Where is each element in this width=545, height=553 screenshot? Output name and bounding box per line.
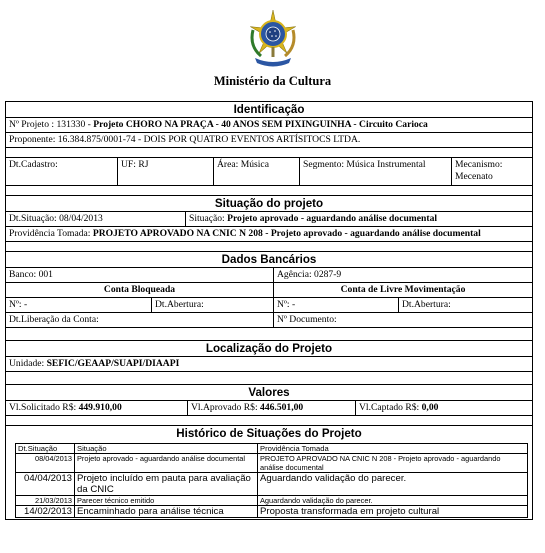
nro-conta-livre: Nº: - [273, 298, 398, 312]
cell-providencia: Aguardando validação do parecer. [258, 473, 528, 496]
table-row [16, 454, 528, 473]
section-title-localizacao: Localização do Projeto [6, 341, 532, 357]
table-row [16, 473, 528, 496]
banco-row [6, 268, 532, 283]
col-header-dt-situacao: Dt.Situação [16, 444, 75, 454]
providencia-row [6, 227, 532, 242]
historico-table [15, 443, 528, 518]
section-title-historico: Histórico de Situações do Projeto [176, 427, 362, 440]
providencia-value: PROJETO APROVADO NA CNIC N 208 - Projeto aprovado - aguardando análise documental [92, 228, 481, 239]
vl-captado-label: Vl.Captado R$: [359, 402, 422, 413]
dt-liberacao: Dt.Liberação da Conta: [9, 314, 99, 325]
project-name: Projeto CHORO NA PRAÇA - 40 ANOS SEM PIXINGUINHA - Circuito Carioca [93, 119, 428, 130]
spacer-row [6, 372, 532, 385]
spacer-row [6, 148, 532, 158]
vl-solicitado-value: 449.910,00 [78, 402, 122, 413]
project-document [5, 101, 533, 520]
ministry-title: Ministério da Cultura [213, 74, 332, 88]
spacer-row [6, 242, 532, 252]
valores-row [6, 401, 532, 416]
spacer-row [6, 328, 532, 341]
nro-documento: Nº Documento: [273, 313, 532, 327]
cell-situacao: Parecer técnico emitido [75, 496, 258, 506]
cell-data: 04/04/2013 [16, 473, 75, 496]
area: Área: Música [213, 158, 299, 185]
project-number-label: Nº Projeto : 131330 - [9, 119, 94, 130]
vl-solicitado-label: Vl.Solicitado R$: [9, 402, 79, 413]
col-header-providencia: Providência Tomada [258, 444, 528, 454]
segmento: Segmento: Música Instrumental [299, 158, 451, 185]
dt-cadastro: Dt.Cadastro: [9, 159, 58, 170]
proponente: Proponente: 16.384.875/0001-74 - DOIS POR QUATRO EVENTOS ARTÍSITOCS LTDA. [9, 134, 361, 145]
cell-data: 21/03/2013 [16, 496, 75, 506]
conta-livre-label: Conta de Livre Movimentação [273, 283, 532, 297]
banco: Banco: 001 [9, 269, 53, 280]
vl-aprovado-value: 446.501,00 [260, 402, 304, 413]
nro-conta-bloqueada: Nº: - [9, 299, 28, 310]
conta-numbers-row [6, 298, 532, 313]
table-row [16, 506, 528, 518]
vl-aprovado-label: Vl.Aprovado R$: [191, 402, 261, 413]
mecanismo-label: Mecanismo: [455, 159, 503, 170]
col-header-situacao: Situação [75, 444, 258, 454]
unidade-value: SEFIC/GEAAP/SUAPI/DIAAPI [46, 358, 180, 369]
cell-data: 08/04/2013 [16, 454, 75, 473]
section-title-valores: Valores [6, 385, 532, 401]
proponente-row [6, 133, 532, 148]
section-title-identificacao: Identificação [6, 102, 532, 118]
situacao-label: Situação: [189, 213, 228, 224]
uf: UF: RJ [117, 158, 213, 185]
table-row [16, 496, 528, 506]
situacao-value: Projeto aprovado - aguardando análise documental [227, 213, 438, 224]
cell-situacao: Encaminhado para análise técnica [75, 506, 258, 518]
conta-bloqueada-label: Conta Bloqueada [103, 284, 176, 295]
mecanismo-value: Mecenato [455, 171, 493, 182]
situacao-row [6, 212, 532, 227]
unidade-label: Unidade: [9, 358, 47, 369]
providencia-label: Providência Tomada: [9, 228, 93, 239]
dt-situacao: Dt.Situação: 08/04/2013 [9, 213, 103, 224]
cell-providencia: Aguardando validação do parecer. [258, 496, 528, 506]
conta-header-row [6, 283, 532, 298]
section-title-situacao: Situação do projeto [6, 196, 532, 212]
unidade-row [6, 357, 532, 372]
cell-data: 14/02/2013 [16, 506, 75, 518]
cell-situacao: Projeto incluído em pauta para avaliação da CNIC [75, 473, 258, 496]
historico-body [16, 454, 528, 518]
dt-abertura-livre: Dt.Abertura: [398, 298, 532, 312]
cell-providencia: Proposta transformada em projeto cultural [258, 506, 528, 518]
project-number-row [6, 118, 532, 133]
cell-situacao: Projeto aprovado - aguardando análise documental [75, 454, 258, 473]
brazil-coat-of-arms-icon [245, 8, 301, 70]
section-title-bancarios: Dados Bancários [6, 252, 532, 268]
cell-providencia: PROJETO APROVADO NA CNIC N 208 - Projeto aprovado - aguardando análise documental [258, 454, 528, 473]
liberacao-row [6, 313, 532, 328]
spacer-row [6, 416, 532, 426]
agencia: Agência: 0287-9 [273, 268, 532, 282]
historico-header-row [16, 444, 528, 454]
spacer-row [6, 186, 532, 196]
cadastro-row [6, 158, 532, 186]
dt-abertura-bloqueada: Dt.Abertura: [151, 298, 273, 312]
vl-captado-value: 0,00 [421, 402, 439, 413]
